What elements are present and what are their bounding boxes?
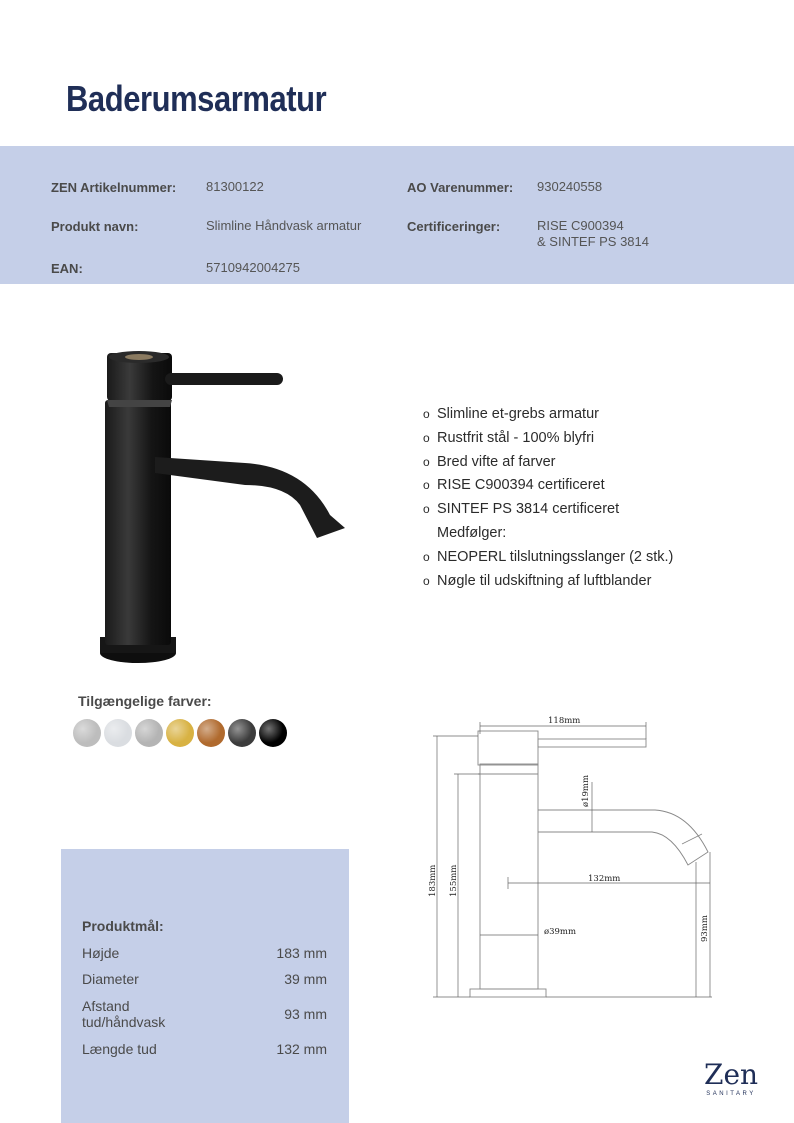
- dim-118-label: 118mm: [548, 716, 581, 726]
- dimension-label: Højde: [82, 945, 120, 961]
- ean-value: 5710942004275: [206, 260, 300, 275]
- feature-item: o NEOPERL tilslutningsslanger (2 stk.): [423, 547, 673, 571]
- product-dimensions-box: [61, 849, 349, 1123]
- dimension-value: 132 mm: [276, 1041, 327, 1057]
- dim-183-label: 183mm: [428, 864, 438, 897]
- feature-item: o Bred vifte af farver: [423, 452, 673, 476]
- feature-item: o RISE C900394 certificeret: [423, 475, 673, 499]
- dim-132-label: 132mm: [588, 874, 621, 884]
- color-swatch: [104, 719, 132, 747]
- ean-label: EAN:: [51, 261, 83, 276]
- feature-item: o SINTEF PS 3814 certificeret: [423, 499, 673, 523]
- technical-drawing: [420, 712, 720, 1007]
- dimensions-title: Produktmål:: [82, 918, 164, 934]
- product-name-label: Produkt navn:: [51, 219, 139, 234]
- color-swatch: [73, 719, 101, 747]
- dimension-label: Længde tud: [82, 1041, 157, 1057]
- certification-value-1: RISE C900394: [537, 218, 624, 233]
- logo-subtitle: SANITARY: [706, 1091, 756, 1097]
- product-info-band: [0, 146, 794, 284]
- zen-sanitary-logo: [704, 1060, 758, 1098]
- feature-list: [423, 404, 673, 594]
- zen-article-label: ZEN Artikelnummer:: [51, 180, 177, 195]
- faucet-product-image: [95, 345, 355, 670]
- ao-number-label: AO Varenummer:: [407, 180, 514, 195]
- ao-number-value: 930240558: [537, 179, 603, 194]
- zen-article-value: 81300122: [206, 179, 264, 194]
- dimension-label: Afstand tud/håndvask: [82, 998, 166, 1030]
- color-swatch: [259, 719, 287, 747]
- feature-item: o Nøgle til udskiftning af luftblander: [423, 571, 673, 595]
- color-swatch: [228, 719, 256, 747]
- page-title: Baderumsarmatur: [66, 78, 327, 119]
- available-colors-label: Tilgængelige farver:: [78, 693, 212, 709]
- certification-value-2: & SINTEF PS 3814: [537, 234, 649, 249]
- dimension-value: 39 mm: [284, 971, 327, 987]
- color-swatch: [166, 719, 194, 747]
- dim-93-label: 93mm: [700, 915, 710, 942]
- dim-39-label: ø39mm: [544, 927, 577, 937]
- dimension-value: 183 mm: [276, 945, 327, 961]
- dimension-row-distance: [82, 998, 327, 1032]
- feature-item: o Rustfrit stål - 100% blyfri: [423, 428, 673, 452]
- logo-name: Zen: [704, 1058, 759, 1091]
- color-swatch: [197, 719, 225, 747]
- dim-155-label: 155mm: [449, 864, 459, 897]
- dim-19-label: ø19mm: [581, 774, 591, 807]
- color-swatch: [135, 719, 163, 747]
- feature-included-heading: Medfølger:: [437, 524, 507, 541]
- dimension-label: Diameter: [82, 971, 139, 987]
- product-name-value: Slimline Håndvask armatur: [206, 218, 362, 233]
- feature-item: o Slimline et-grebs armatur: [423, 404, 673, 428]
- certifications-label: Certificeringer:: [407, 219, 501, 234]
- dimension-value: 93 mm: [284, 1006, 327, 1022]
